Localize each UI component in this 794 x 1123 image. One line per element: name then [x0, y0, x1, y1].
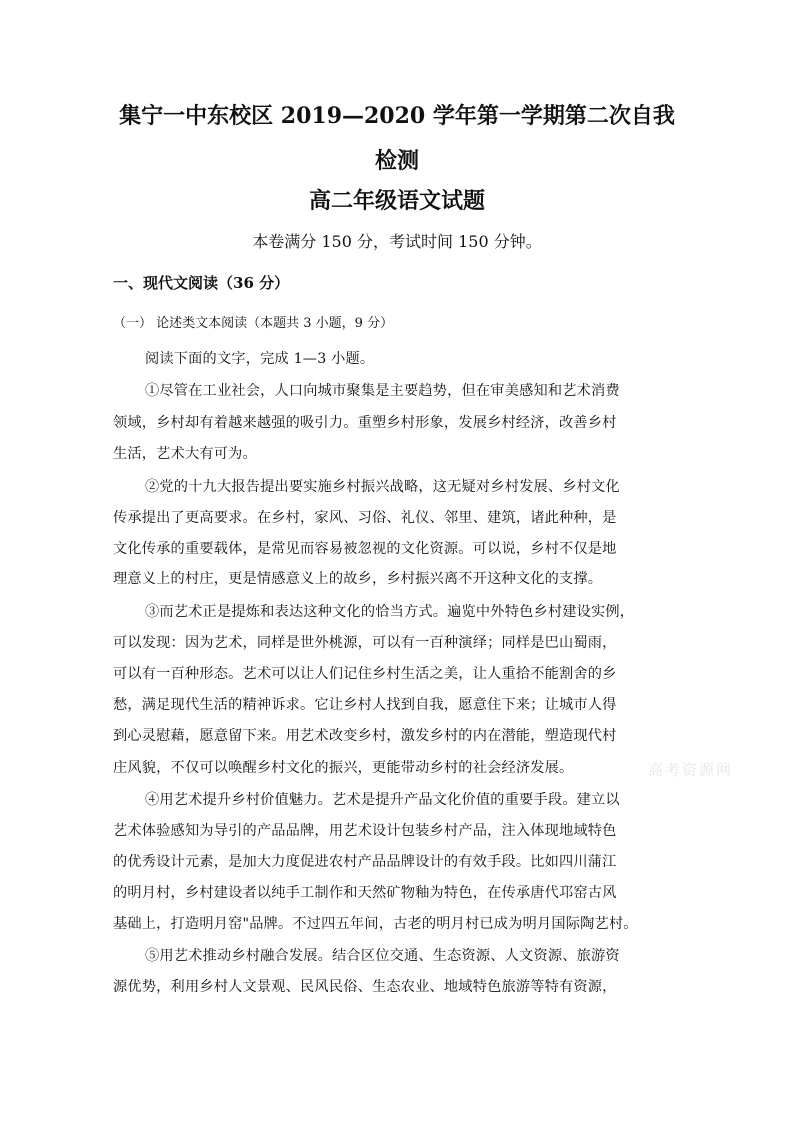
exam-info: 本卷满分 150 分，考试时间 150 分钟。: [252, 232, 542, 251]
exam-title-line-1: 集宁一中东校区 2019—2020 学年第一学期第二次自我: [119, 103, 675, 129]
passage-instruction: 阅读下面的文字，完成 1—3 小题。: [145, 351, 375, 367]
passage-line: 基础上，打造明月窑"品牌。不过四五年间，古老的明月村已成为明月国际陶艺村。: [113, 916, 638, 932]
passage-line: 的优秀设计元素，是加大力度促进农村产品品牌设计的有效手段。比如四川蒲江: [113, 854, 617, 870]
watermark: 高考资源网: [648, 761, 734, 779]
passage-line: 的明月村，乡村建设者以纯手工制作和天然矿物釉为特色，在传承唐代邛窑古风: [113, 885, 617, 901]
passage-line: 愁，满足现代生活的精神诉求。它让乡村人找到自我，愿意住下来；让城市人得: [113, 697, 617, 713]
passage-line: ⑤用艺术推动乡村融合发展。结合区位交通、生态资源、人文资源、旅游资: [145, 948, 620, 964]
passage-line: 领域，乡村却有着越来越强的吸引力。重塑乡村形象，发展乡村经济，改善乡村: [113, 415, 617, 431]
passage-line: 理意义上的村庄，更是情感意义上的故乡，乡村振兴离不开这种文化的支撑。: [113, 571, 603, 587]
passage-line: 生活，艺术大有可为。: [113, 446, 257, 462]
passage-line: ②党的十九大报告提出要实施乡村振兴战略，这无疑对乡村发展、乡村文化: [145, 479, 620, 495]
passage-line: 可以有一百种形态。艺术可以让人们记住乡村生活之美，让人重拾不能割舍的乡: [113, 666, 617, 682]
passage-line: 艺术体验感知为导引的产品品牌，用艺术设计包装乡村产品，注入体现地域特色: [113, 823, 617, 839]
passage-line: 文化传承的重要载体，是常见而容易被忽视的文化资源。可以说，乡村不仅是地: [113, 541, 617, 557]
passage-line: 传承提出了更高要求。在乡村，家风、习俗、礼仪、邻里、建筑，诸此种种，是: [113, 510, 617, 526]
passage-line: 到心灵慰藉，愿意留下来。用艺术改变乡村，激发乡村的内在潜能，塑造现代村: [113, 728, 617, 744]
passage-line: ③而艺术正是提炼和表达这种文化的恰当方式。遍览中外特色乡村建设实例，: [145, 604, 635, 620]
passage-line: 可以发现：因为艺术，同样是世外桃源，可以有一百种演绎；同样是巴山蜀雨，: [113, 635, 617, 651]
passage-line: 庄风貌，不仅可以唤醒乡村文化的振兴，更能带动乡村的社会经济发展。: [113, 760, 574, 776]
section-heading: 一、现代文阅读（36 分）: [113, 274, 290, 292]
passage-line: ④用艺术提升乡村价值魅力。艺术是提升产品文化价值的重要手段。建立以: [145, 792, 620, 808]
subsection-heading: （一） 论述类文本阅读（本题共 3 小题，9 分）: [113, 316, 394, 331]
exam-subject-title: 高二年级语文试题: [308, 188, 485, 214]
passage-line: 源优势，利用乡村人文景观、民风民俗、生态农业、地域特色旅游等特有资源，: [113, 979, 617, 995]
passage-line: ①尽管在工业社会，人口向城市聚集是主要趋势，但在审美感知和艺术消费: [145, 383, 620, 399]
exam-title-line-2: 检测: [374, 148, 419, 174]
